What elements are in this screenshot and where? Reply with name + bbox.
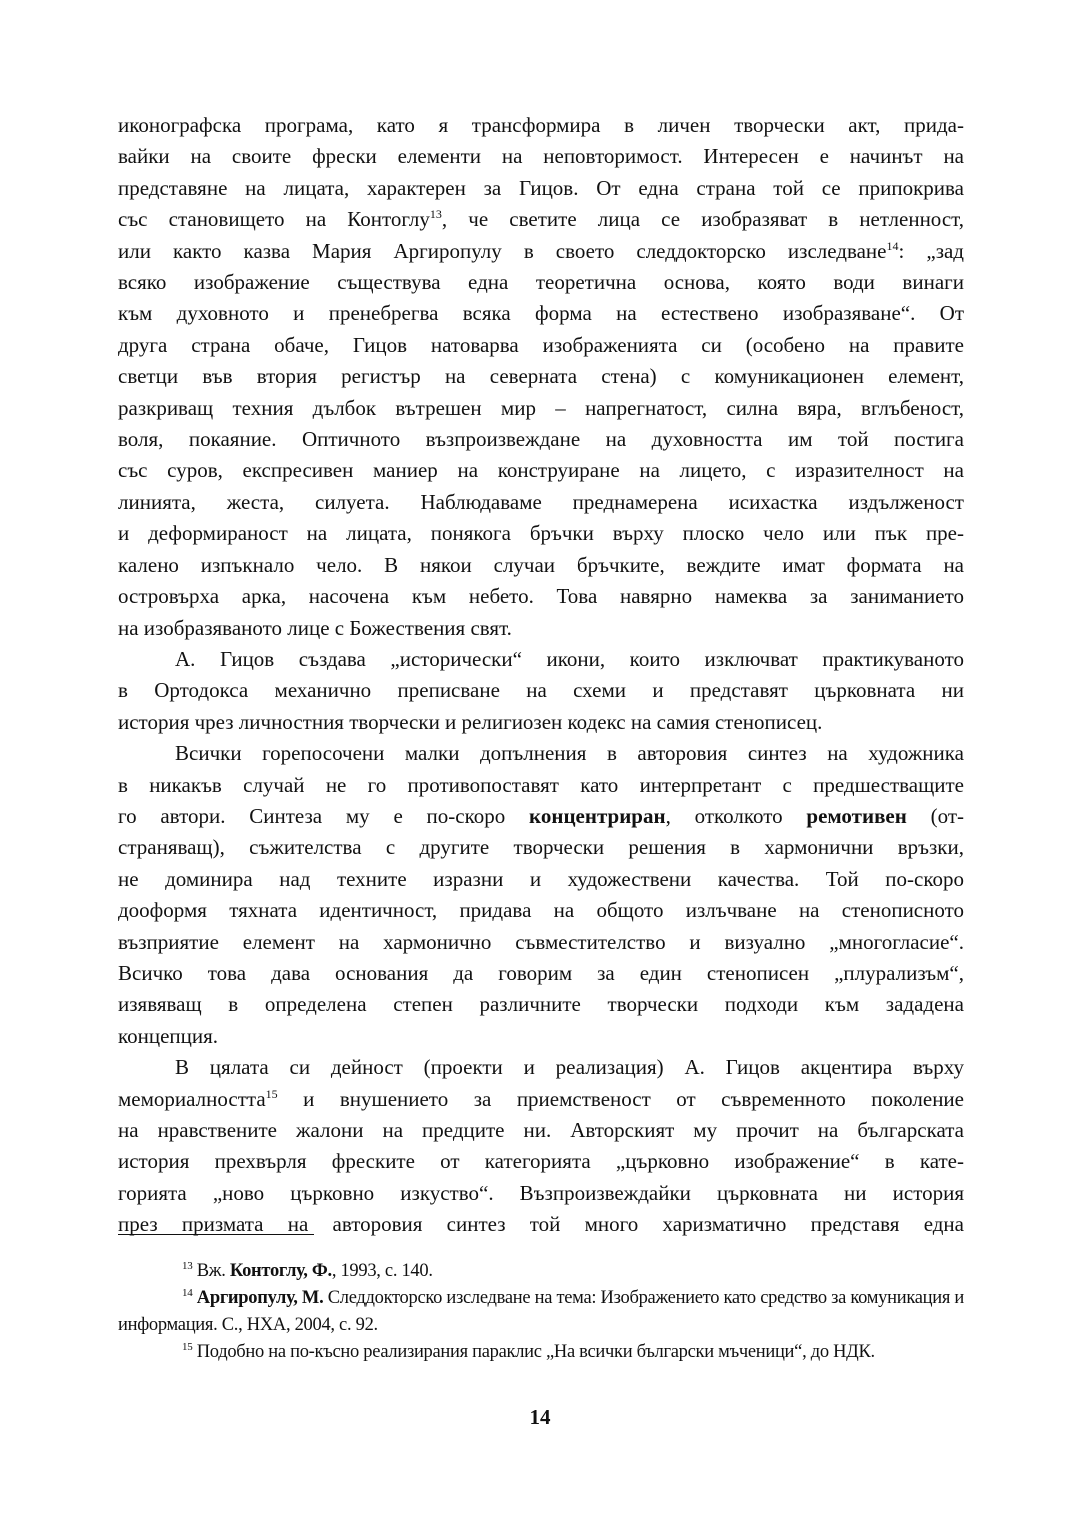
text-line: и деформираност на лицата, понякога бръчки върху плоско чело или пък пре- [118, 521, 964, 546]
main-text [118, 110, 964, 1241]
paragraph-2 [118, 644, 964, 738]
text-line [118, 801, 964, 832]
paragraph-3 [118, 738, 964, 1052]
text-line: страняващ), съжителства с другите творчески решения в хармонични връзки, [118, 835, 964, 860]
text-run: : „зад [898, 238, 964, 263]
text-line: вайки на своите фрески елементи на неповторимост. Интересен е начинът на [118, 144, 964, 169]
text-line: друга страна обаче, Гицов натоварва изображенията си (особено на правите [118, 332, 964, 357]
text-line: разкриващ техния дълбок вътрешен мир – напрегнатост, силна вяра, вглъбеност, [118, 395, 964, 420]
text-run: мемориалността [118, 1086, 266, 1111]
text-line: със суров, експресивен маниер на конструиране на лицето, с изразителност на [118, 458, 964, 483]
text-line: история чрез личностния творчески и религиозен кодекс на самия стенописец. [118, 709, 823, 734]
footnote-author: Контоглу, Ф. [229, 1261, 332, 1281]
text-line: воля, покаяние. Оптичното възпроизвеждане на духовността им той постига [118, 427, 964, 452]
text-run: , че светите лица се изобразяват в нетленност, [441, 207, 965, 232]
text-line: иконографска програма, като я трансформира в личен творчески акт, прида- [118, 113, 964, 137]
footnote-text: , 1993, с. 140. [331, 1261, 433, 1281]
footnote-13 [118, 1258, 964, 1285]
paragraph-1 [118, 110, 964, 644]
footnote-number: 15 [182, 1340, 193, 1353]
footnote-ref-15: 15 [265, 1086, 278, 1101]
text-line: В цялата си дейност (проекти и реализация) А. Гицов акцентира върху [175, 1055, 964, 1080]
footnote-text: Следдокторско изследване на тема: Изображението като средство за комуникация и информация. С., НХА, 2004, с. 92. [118, 1288, 964, 1335]
text-line: дооформя тяхната идентичност, придава на общото излъчване на стенописното [118, 898, 964, 923]
footnotes [118, 1258, 964, 1366]
bold-term-remotivated: ремотивен [806, 803, 907, 828]
text-line: през призмата на авторовия синтез той много харизматично представя една [118, 1212, 964, 1237]
text-run: или както казва Мария Аргиропулу в своето следдокторско изследване [118, 238, 887, 263]
bold-term-concentrated: концентриран [529, 803, 666, 828]
text-line: всяко изображение съществува една теоретична основа, която води винаги [118, 270, 964, 295]
footnote-ref-14: 14 [886, 238, 899, 253]
footnote-author: Аргиропулу, М. [196, 1288, 324, 1308]
text-line: Всичко това дава основания да говорим за един стенописен „плурализъм“, [118, 960, 964, 985]
text-line: линията, жеста, силуета. Наблюдаваме преднамерена исихастка издълженост [118, 489, 964, 514]
text-line: история прехвърля фреските от категорията „църковно изображение“ в кате- [118, 1149, 964, 1174]
text-line: на изобразяваното лице с Божествения свят. [118, 615, 512, 640]
text-line: на нравствените жалони на предците ни. Авторският му прочит на българската [118, 1118, 964, 1142]
text-line: островърха арка, насочена към небето. Това навярно намеква за заниманието [118, 584, 964, 609]
text-line: представяне на лицата, характерен за Гицов. От една страна той се припокрива [118, 175, 964, 200]
text-line: в никакъв случай не го противопоставят като интерпретант с предшестващите [118, 772, 964, 797]
text-run: (от- [906, 803, 965, 828]
text-line [118, 236, 964, 267]
text-line: горията „ново църковно изкуство“. Възпроизвеждайки църковната ни история [118, 1180, 964, 1205]
footnote-text: Вж. [192, 1261, 230, 1281]
text-line: изявяващ в определена степен различните творчески подходи към зададена [118, 992, 964, 1017]
footnote-ref-13: 13 [429, 207, 442, 222]
footnote-number: 13 [182, 1259, 193, 1272]
footnote-15 [118, 1339, 964, 1366]
paragraph-4 [118, 1052, 964, 1240]
text-line [118, 1084, 964, 1115]
text-line [118, 204, 964, 235]
text-run: , отколкото [665, 803, 807, 828]
footnote-separator [118, 1234, 314, 1235]
text-line: светци във втория регистър на северната стена) с комуникационен елемент, [118, 364, 964, 389]
footnote-14 [118, 1285, 964, 1339]
text-line: А. Гицов създава „исторически“ икони, които изключват практикуваното [175, 646, 964, 671]
text-run: със становището на Контоглу [118, 207, 430, 232]
text-line: в Ортодокса механично преписване на схеми и представят църковната ни [118, 678, 964, 703]
text-run: го автори. Синтеза му е по-скоро [118, 803, 530, 828]
text-line: възприятие елемент на хармонично съвместителство и визуално „многогласие“. [118, 929, 964, 954]
text-line: калено изпъкнало чело. В някои случаи бръчките, веждите имат формата на [118, 552, 964, 577]
text-line: концепция. [118, 1023, 219, 1048]
text-line: към духовното и пренебрегва всяка форма на естествено изобразяване“. От [118, 301, 964, 326]
text-line: не доминира над техните изразни и художествени качества. Той по-скоро [118, 866, 964, 891]
footnote-number: 14 [182, 1286, 193, 1299]
text-run: и внушението за приемственост от съвременното поколение [277, 1086, 964, 1111]
text-line: Всички горепосочени малки допълнения в авторовия синтез на художника [175, 741, 964, 766]
footnote-text: Подобно на по-късно реализирания параклис „На всички български мъченици“, до НДК. [192, 1342, 875, 1362]
page-number: 14 [529, 1405, 551, 1429]
